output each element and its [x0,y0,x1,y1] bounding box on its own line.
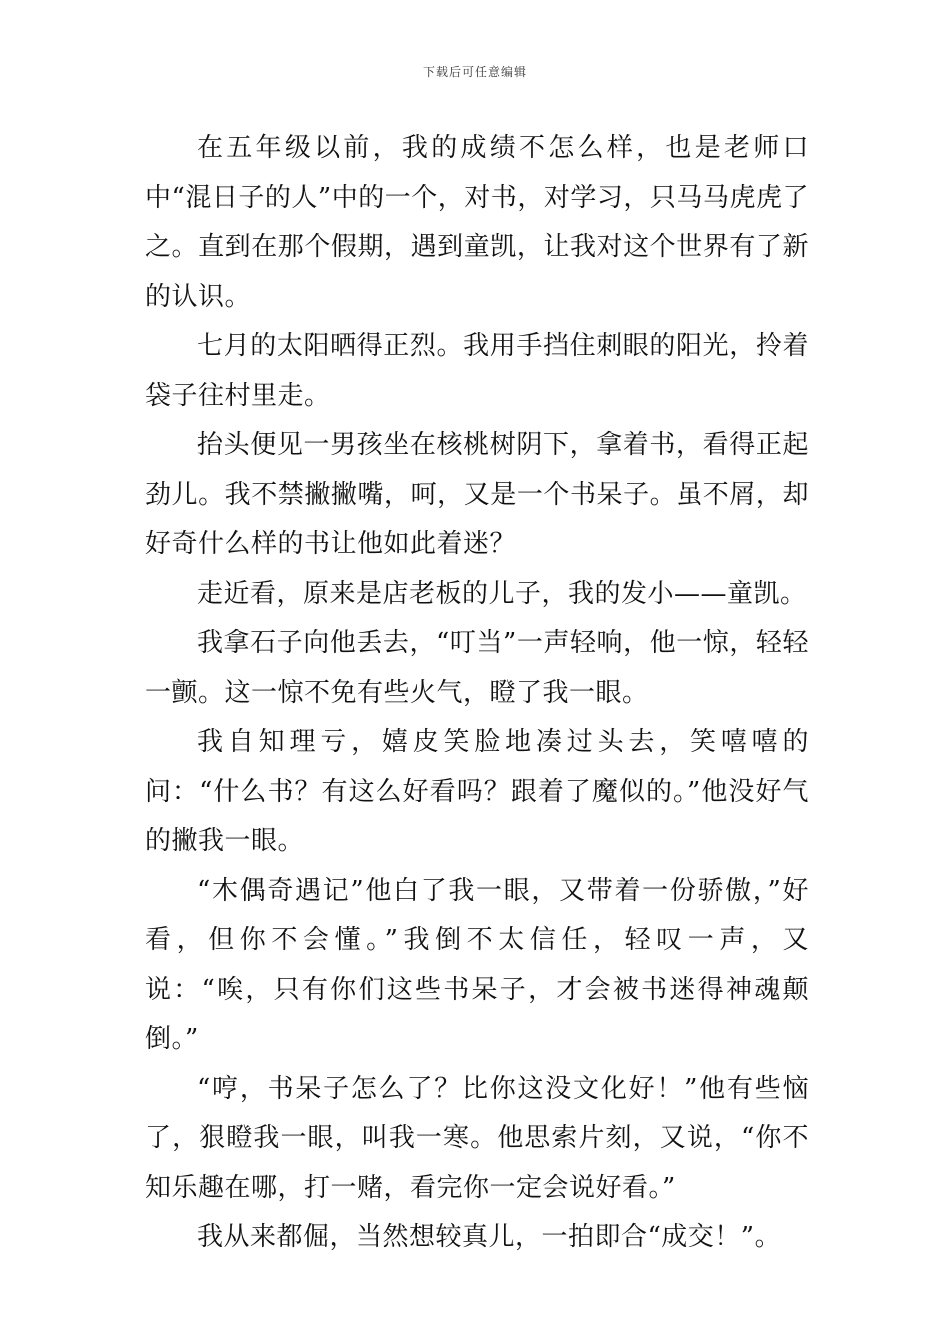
paragraph: 我从来都倔，当然想较真儿，一拍即合“成交！”。 [197,1222,782,1252]
paragraph: 我自知理亏，嬉皮笑脸地凑过头去，笑嘻嘻的问：“什么书？有这么好看吗？跟着了魔似的。”他没好气的撇我一眼。 [145,727,809,856]
paragraph: 走近看，原来是店老板的儿子，我的发小——童凯。 [197,578,807,609]
page-header-note: 下载后可任意编辑 [422,65,527,79]
paragraph: 七月的太阳晒得正烈。我用手挡住刺眼的阳光，拎着袋子往村里走。 [145,331,809,411]
paragraph: “哼，书呆子怎么了？比你这没文化好！”他有些恼了，狠瞪我一眼，叫我一寒。他思索片刻，又说，“你不知乐趣在哪，打一赌，看完你一定会说好看。” [145,1073,809,1203]
article-body [145,124,809,1263]
paragraph: 我拿石子向他丢去，“叮当”一声轻响，他一惊，轻轻一颤。这一惊不免有些火气，瞪了我一眼。 [145,628,809,708]
paragraph: 抬头便见一男孩坐在核桃树阴下，拿着书，看得正起劲儿。我不禁撇撇嘴，呵，又是一个书呆子。虽不屑，却好奇什么样的书让他如此着迷？ [145,430,809,559]
paragraph: “木偶奇遇记”他白了我一眼，又带着一份骄傲，”好看，但你不会懂。”我倒不太信任，轻叹一声，又说：“唉，只有你们这些书呆子，才会被书迷得神魂颠倒。” [145,875,809,1054]
paragraph: 在五年级以前，我的成绩不怎么样，也是老师口中“混日子的人”中的一个，对书，对学习，只马马虎虎了之。直到在那个假期，遇到童凯，让我对这个世界有了新的认识。 [145,133,809,312]
